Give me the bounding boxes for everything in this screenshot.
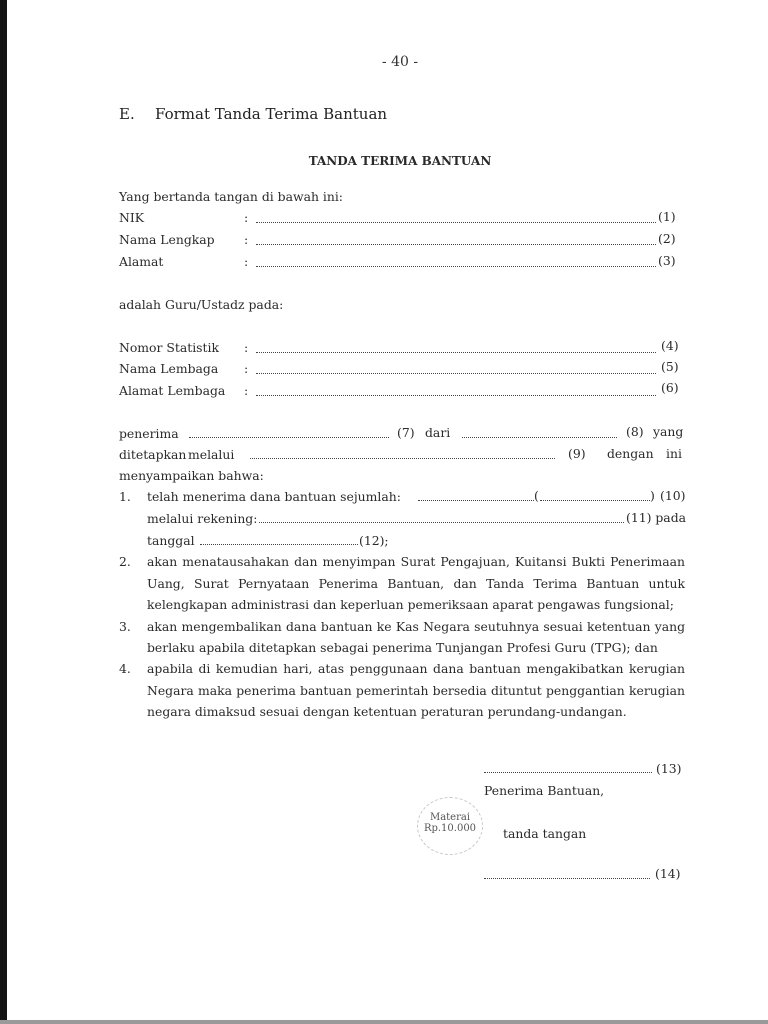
word-dengan: dengan — [607, 446, 654, 461]
item-line: negara dimaksud sesuai dengan ketentuan peraturan perundang-undangan. — [147, 704, 627, 719]
item-line: kelengkapan administrasi dan keperluan pemeriksaan aparat pengawas fungsional; — [147, 597, 674, 612]
field-label: Nama Lengkap — [119, 232, 215, 247]
fill-line[interactable] — [484, 878, 650, 879]
item-line: Uang, Surat Pernyataan Penerima Bantuan, dan Tanda Terima Bantuan untuk — [147, 576, 685, 591]
fill-line[interactable] — [418, 500, 534, 501]
guru-intro-text: adalah Guru/Ustadz pada: — [119, 297, 284, 312]
paren-open: ( — [534, 488, 539, 503]
word-penerima: penerima — [119, 426, 179, 441]
field-number: (14) — [655, 866, 681, 881]
intro-text: Yang bertanda tangan di bawah ini: — [119, 189, 343, 204]
stamp-value: Rp.10.000 — [423, 823, 477, 834]
field-number: (1) — [658, 209, 676, 224]
section-title: Format Tanda Terima Bantuan — [155, 105, 388, 123]
field-label: Nomor Statistik — [119, 340, 219, 355]
item-number: 2. — [119, 554, 131, 569]
field-number: (9) — [568, 446, 586, 461]
fill-line[interactable] — [540, 500, 650, 501]
item-line: Negara maka penerima bantuan pemerintah bersedia dituntut penggantian kerugian — [147, 683, 685, 698]
fill-line[interactable] — [200, 544, 358, 545]
field-number: (5) — [661, 359, 679, 374]
item-text: melalui rekening: — [147, 511, 258, 526]
field-label: Alamat Lembaga — [119, 383, 226, 398]
item-line: akan menatausahakan dan menyimpan Surat Pengajuan, Kuitansi Bukti Penerimaan — [147, 554, 685, 569]
word-yang: yang — [653, 424, 684, 439]
fill-line[interactable] — [259, 522, 624, 523]
document-title: TANDA TERIMA BANTUAN — [308, 154, 492, 168]
fill-line[interactable] — [250, 458, 555, 459]
paren-close: ) — [650, 488, 655, 503]
fill-line[interactable] — [462, 437, 617, 438]
signer-role: Penerima Bantuan, — [484, 783, 605, 798]
item-number: 1. — [119, 489, 131, 504]
field-number: (12); — [359, 533, 389, 548]
field-number: (8) — [626, 424, 644, 439]
page-number: - 40 - — [381, 54, 419, 70]
word-menyampaikan: menyampaikan bahwa: — [119, 468, 264, 483]
field-number: (10) — [660, 488, 686, 503]
field-colon: : — [244, 210, 249, 225]
fill-line[interactable] — [256, 244, 656, 245]
field-colon: : — [244, 361, 249, 376]
item-line: akan mengembalikan dana bantuan ke Kas Negara seutuhnya sesuai ketentuan yang — [147, 619, 685, 634]
field-number: (2) — [658, 231, 676, 246]
word-dari: dari — [425, 425, 451, 440]
field-colon: : — [244, 232, 249, 247]
item-line: apabila di kemudian hari, atas penggunaan dana bantuan mengakibatkan kerugian — [147, 661, 685, 676]
field-colon: : — [244, 254, 249, 269]
item-line: berlaku apabila ditetapkan sebagai penerima Tunjangan Profesi Guru (TPG); dan — [147, 640, 658, 655]
field-label: Nama Lembaga — [119, 361, 219, 376]
materai-stamp — [417, 797, 483, 855]
scan-bottom-edge — [0, 1020, 768, 1024]
field-number: (4) — [661, 338, 679, 353]
fill-line[interactable] — [256, 395, 656, 396]
word-melalui: melalui — [188, 447, 235, 462]
field-number: (3) — [658, 253, 676, 268]
word-ditetapkan: ditetapkan — [119, 447, 187, 462]
item-number: 4. — [119, 661, 131, 676]
fill-line[interactable] — [484, 772, 652, 773]
fill-line[interactable] — [256, 266, 656, 267]
signature-label: tanda tangan — [503, 826, 587, 841]
item-number: 3. — [119, 619, 131, 634]
fill-line[interactable] — [256, 352, 656, 353]
fill-line[interactable] — [256, 373, 656, 374]
word-ini: ini — [666, 446, 682, 461]
field-colon: : — [244, 383, 249, 398]
stamp-label: Materai — [429, 812, 471, 823]
field-label: Alamat — [119, 254, 164, 269]
field-number: (11) pada — [626, 510, 687, 525]
section-letter: E. — [119, 105, 135, 123]
item-text: telah menerima dana bantuan sejumlah: — [147, 489, 401, 504]
field-colon: : — [244, 340, 249, 355]
field-number: (6) — [661, 380, 679, 395]
field-number: (13) — [656, 761, 682, 776]
field-label: NIK — [119, 210, 144, 225]
fill-line[interactable] — [256, 222, 656, 223]
field-number: (7) — [397, 425, 415, 440]
item-text: tanggal — [147, 533, 195, 548]
fill-line[interactable] — [189, 437, 389, 438]
